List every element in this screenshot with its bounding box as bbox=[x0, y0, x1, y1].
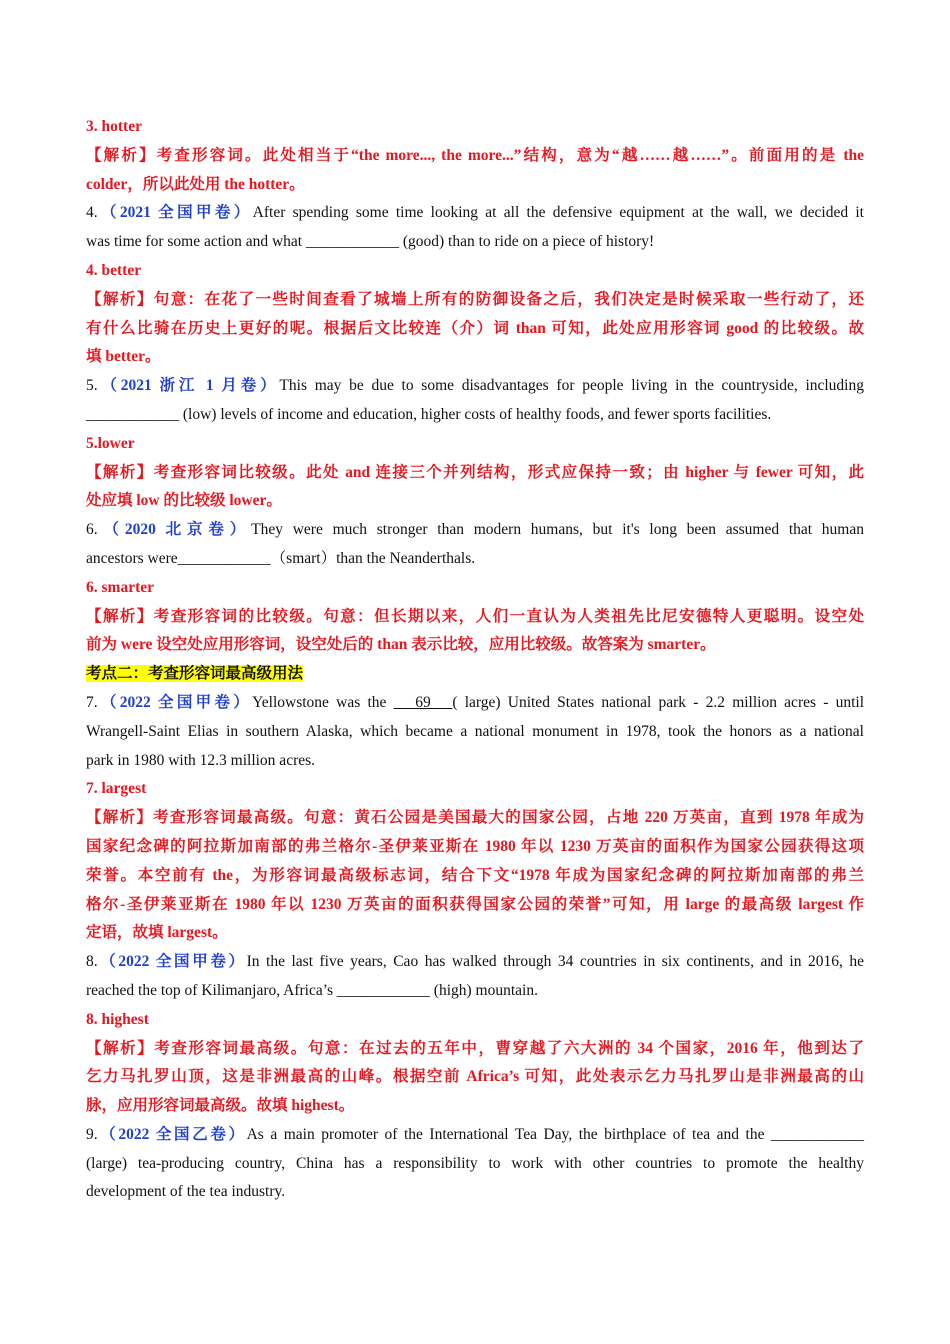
question-number: 9. bbox=[86, 1125, 98, 1143]
analysis-q4-line2: 有什么比骑在历史上更好的呢。根据后文比较连（介）词 than 可知，此处应用形容词 good 的比较级。故 bbox=[86, 319, 864, 337]
question-q4-line1 bbox=[86, 199, 864, 228]
analysis-q4-line3: 填 better。 bbox=[86, 348, 161, 366]
question-q9-line1 bbox=[86, 1121, 864, 1150]
analysis-q6-line1: 【解析】考查形容词的比较级。句意：但长期以来，人们一直认为人类祖先比尼安德特人更聪明。设空处 bbox=[86, 607, 864, 625]
question-q8-line2: reached the top of Kilimanjaro, Africa’s ____________ (high) mountain. bbox=[86, 981, 538, 999]
analysis-q7-line4: 格尔-圣伊莱亚斯在 1980 年以 1230 万英亩的面积获得国家公园的荣誉”可知，用 large 的最高级 largest 作 bbox=[86, 895, 864, 913]
question-q9-line3: development of the tea industry. bbox=[86, 1183, 286, 1201]
question-text: Yellowstone was the bbox=[252, 693, 394, 711]
question-q6-line2: ancestors were____________（smart）than the Neanderthals. bbox=[86, 549, 476, 567]
analysis-q8-line3: 脉，应用形容词最高级。故填 highest。 bbox=[86, 1097, 355, 1115]
question-text: After spending some time looking at all the defensive equipment at the wall, we decided it bbox=[252, 204, 864, 222]
question-source: （2022 全国乙卷） bbox=[97, 1125, 247, 1143]
question-q8-line1 bbox=[86, 948, 864, 977]
question-q4-line2: was time for some action and what ____________ (good) than to ride on a piece of history! bbox=[86, 233, 655, 251]
question-source: （2021 全国甲卷） bbox=[97, 204, 253, 222]
analysis-q6-line2: 前为 were 设空处应用形容词，设空处后的 than 表示比较，应用比较级。故答案为 smarter。 bbox=[86, 636, 716, 654]
analysis-q7-line2: 国家纪念碑的阿拉斯加南部的弗兰格尔-圣伊莱亚斯在 1980 年以 1230 万英亩的面积作为国家公园获得这项 bbox=[86, 837, 864, 855]
analysis-q7-line3: 荣誉。本空前有 the，为形容词最高级标志词，结合下文“1978 年成为国家纪念碑的阿拉斯加南部的弗兰 bbox=[86, 866, 864, 884]
answer-q3: 3. hotter bbox=[86, 118, 142, 135]
document-page bbox=[86, 113, 864, 1207]
answer-q7: 7. largest bbox=[86, 780, 147, 798]
question-q5-line1 bbox=[86, 372, 864, 401]
question-number: 4. bbox=[86, 204, 98, 222]
answer-q6: 6. smarter bbox=[86, 578, 154, 596]
question-number: 7. bbox=[86, 693, 98, 711]
answer-q8: 8. highest bbox=[86, 1010, 149, 1028]
analysis-q4-line1: 【解析】句意：在花了一些时间查看了城墙上所有的防御设备之后，我们决定是时候采取一些行动了，还 bbox=[86, 290, 864, 308]
question-q6-line1 bbox=[86, 516, 864, 545]
question-source: （2022 全国甲卷） bbox=[97, 953, 247, 971]
question-number: 6. bbox=[86, 521, 98, 539]
question-source: （2022 全国甲卷） bbox=[97, 693, 253, 711]
analysis-q5-line1: 【解析】考查形容词比较级。此处 and 连接三个并列结构，形式应保持一致；由 higher 与 fewer 可知，此 bbox=[86, 463, 864, 481]
section-heading: 考点二：考查形容词最高级用法 bbox=[86, 665, 304, 683]
blank-number: 69 bbox=[393, 693, 453, 711]
analysis-q8-line2: 乞力马扎罗山顶，这是非洲最高的山峰。根据空前 Africa’s 可知，此处表示乞力马扎罗山是非洲最高的山 bbox=[86, 1068, 864, 1086]
question-q5-line2: ____________ (low) levels of income and education, higher costs of healthy foods, and fewer sports facilities. bbox=[86, 405, 772, 423]
answer-q5: 5.lower bbox=[86, 434, 135, 452]
question-q7-line2: Wrangell-Saint Elias in southern Alaska, which became a national monument in 1978, took the honors as a national bbox=[86, 722, 864, 740]
question-source: （2021 浙江 1 月卷） bbox=[97, 377, 280, 395]
section-heading-row bbox=[86, 660, 864, 689]
analysis-q5-line2: 处应填 low 的比较级 lower。 bbox=[86, 492, 282, 510]
analysis-q3-line2: colder，所以此处用 the hotter。 bbox=[86, 175, 305, 193]
question-text-cont: ( large) United States national park - 2.2 million acres - until bbox=[452, 693, 865, 711]
question-text: As a main promoter of the International Tea Day, the birthplace of tea and the ____________ bbox=[246, 1125, 864, 1143]
analysis-q3-line1: 【解析】考查形容词。此处相当于“the more..., the more...”结构，意为“越……越……”。前面用的是 the bbox=[86, 146, 864, 164]
question-number: 8. bbox=[86, 953, 98, 971]
question-q9-line2: (large) tea-producing country, China has a responsibility to work with other countries to promote the healthy bbox=[86, 1154, 864, 1172]
question-text: In the last five years, Cao has walked through 34 countries in six continents, and in 2016, he bbox=[246, 953, 864, 971]
analysis-q8-line1: 【解析】考查形容词最高级。句意：在过去的五年中，曹穿越了六大洲的 34 个国家，2016 年，他到达了 bbox=[86, 1039, 864, 1057]
question-text: They were much stronger than modern humans, but it's long been assumed that human bbox=[251, 521, 864, 539]
analysis-q7-line5: 定语，故填 largest。 bbox=[86, 924, 228, 942]
question-q7-line3: park in 1980 with 12.3 million acres. bbox=[86, 751, 316, 769]
analysis-q7-line1: 【解析】考查形容词最高级。句意：黄石公园是美国最大的国家公园，占地 220 万英亩，直到 1978 年成为 bbox=[86, 809, 864, 827]
question-text: This may be due to some disadvantages for people living in the countryside, including bbox=[279, 377, 864, 395]
answer-q4: 4. better bbox=[86, 261, 142, 279]
question-source: （2020 北京卷） bbox=[97, 521, 252, 539]
question-q7-line1 bbox=[86, 689, 864, 718]
question-number: 5. bbox=[86, 377, 98, 395]
